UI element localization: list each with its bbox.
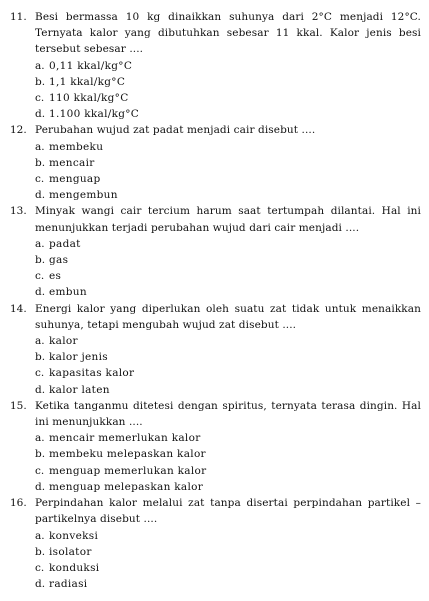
answer-option <box>35 365 421 381</box>
option-text: padat <box>49 237 81 250</box>
answer-option <box>35 139 421 155</box>
answer-option <box>35 236 421 252</box>
option-label: c. <box>35 92 45 105</box>
answer-option <box>35 268 421 284</box>
option-text: menguap melepaskan kalor <box>49 480 204 493</box>
option-label: c. <box>35 270 45 283</box>
option-text: es <box>49 270 62 283</box>
option-label: d. <box>35 108 46 121</box>
answer-option <box>35 58 421 74</box>
option-text: mencair memerlukan kalor <box>49 432 201 445</box>
option-label: c. <box>35 367 45 380</box>
option-label: d. <box>35 480 46 493</box>
answer-option <box>35 544 421 560</box>
option-label: c. <box>35 464 45 477</box>
option-text: kalor laten <box>49 383 110 396</box>
answer-option <box>35 90 421 106</box>
answer-option <box>35 74 421 90</box>
answer-option <box>35 463 421 479</box>
option-text: embun <box>49 286 87 299</box>
option-text: membeku melepaskan kalor <box>49 448 206 461</box>
question-body <box>35 398 421 495</box>
option-label: c. <box>35 173 45 186</box>
option-text: 0,11 kkal/kg°C <box>49 59 133 72</box>
option-text: 1.100 kkal/kg°C <box>49 108 140 121</box>
option-text: konveksi <box>49 529 99 542</box>
option-label: b. <box>35 156 46 169</box>
option-label: a. <box>35 335 45 348</box>
answer-option <box>35 106 421 122</box>
question-number: 12. <box>10 124 27 137</box>
question-number: 11. <box>10 11 27 23</box>
question-text: Energi kalor yang diperlukan oleh suatu zat tidak untuk menaikkan suhunya, tetapi mengubah wujud zat disebut .... <box>35 302 421 331</box>
question-number: 15. <box>10 399 27 412</box>
question-number: 16. <box>10 497 27 510</box>
answer-option <box>35 446 421 462</box>
answer-option <box>35 528 421 544</box>
option-label: b. <box>35 351 46 364</box>
question-number: 13. <box>10 205 27 218</box>
question-text: Minyak wangi cair tercium harum saat tertumpah dilantai. Hal ini menunjukkan terjadi perubahan wujud dari cair menjadi .... <box>35 205 421 234</box>
option-label: a. <box>35 432 45 445</box>
answer-option <box>35 252 421 268</box>
answer-options <box>35 236 421 301</box>
question-item <box>10 495 421 592</box>
answer-option <box>35 560 421 576</box>
answer-options <box>35 430 421 495</box>
option-text: membeku <box>49 140 104 153</box>
answer-options <box>35 333 421 398</box>
question-item <box>10 398 421 495</box>
question-item <box>10 203 421 300</box>
option-text: gas <box>49 254 69 267</box>
answer-option <box>35 479 421 495</box>
option-text: kapasitas kalor <box>49 367 135 380</box>
question-body <box>35 301 421 398</box>
answer-options <box>35 528 421 593</box>
option-text: mencair <box>49 156 95 169</box>
answer-option <box>35 187 421 203</box>
option-label: b. <box>35 545 46 558</box>
option-label: a. <box>35 529 45 542</box>
question-body <box>35 203 421 300</box>
option-text: menguap <box>49 173 101 186</box>
question-body <box>35 9 421 122</box>
option-text: mengembun <box>49 189 118 202</box>
option-text: menguap memerlukan kalor <box>49 464 207 477</box>
answer-option <box>35 576 421 592</box>
answer-option <box>35 382 421 398</box>
question-body <box>35 122 421 203</box>
option-label: b. <box>35 254 46 267</box>
answer-options <box>35 58 421 123</box>
option-label: d. <box>35 383 46 396</box>
option-label: d. <box>35 578 46 591</box>
answer-option <box>35 155 421 171</box>
option-label: a. <box>35 237 45 250</box>
answer-option <box>35 284 421 300</box>
option-text: radiasi <box>49 578 88 591</box>
answer-option <box>35 171 421 187</box>
question-item <box>10 122 421 203</box>
option-label: a. <box>35 140 45 153</box>
answer-option <box>35 333 421 349</box>
question-text: Perubahan wujud zat padat menjadi cair disebut .... <box>35 124 316 137</box>
question-text: Ketika tanganmu ditetesi dengan spiritus, ternyata terasa dingin. Hal ini menunjukkan .... <box>35 399 421 429</box>
option-label: d. <box>35 286 46 299</box>
answer-option <box>35 349 421 365</box>
option-label: c. <box>35 561 45 574</box>
answer-options <box>35 139 421 204</box>
option-text: kalor <box>49 335 78 348</box>
question-text: Besi bermassa 10 kg dinaikkan suhunya dari 2°C menjadi 12°C. Ternyata kalor yang dibutuhkan sebesar 11 kkal. Kalor jenis besi tersebut sebesar .... <box>35 11 421 56</box>
option-label: a. <box>35 59 45 72</box>
option-text: isolator <box>49 545 92 558</box>
question-item <box>10 9 421 122</box>
question-text: Perpindahan kalor melalui zat tanpa disertai perpindahan partikel – partikelnya disebut .... <box>35 497 421 526</box>
option-text: 1,1 kkal/kg°C <box>49 75 126 88</box>
option-label: b. <box>35 75 46 88</box>
option-text: 110 kkal/kg°C <box>49 92 129 105</box>
question-item <box>10 301 421 398</box>
question-number: 14. <box>10 302 27 315</box>
option-label: d. <box>35 189 46 202</box>
option-text: konduksi <box>49 561 100 574</box>
option-text: kalor jenis <box>49 351 108 364</box>
question-body <box>35 495 421 592</box>
option-label: b. <box>35 448 46 461</box>
answer-option <box>35 430 421 446</box>
